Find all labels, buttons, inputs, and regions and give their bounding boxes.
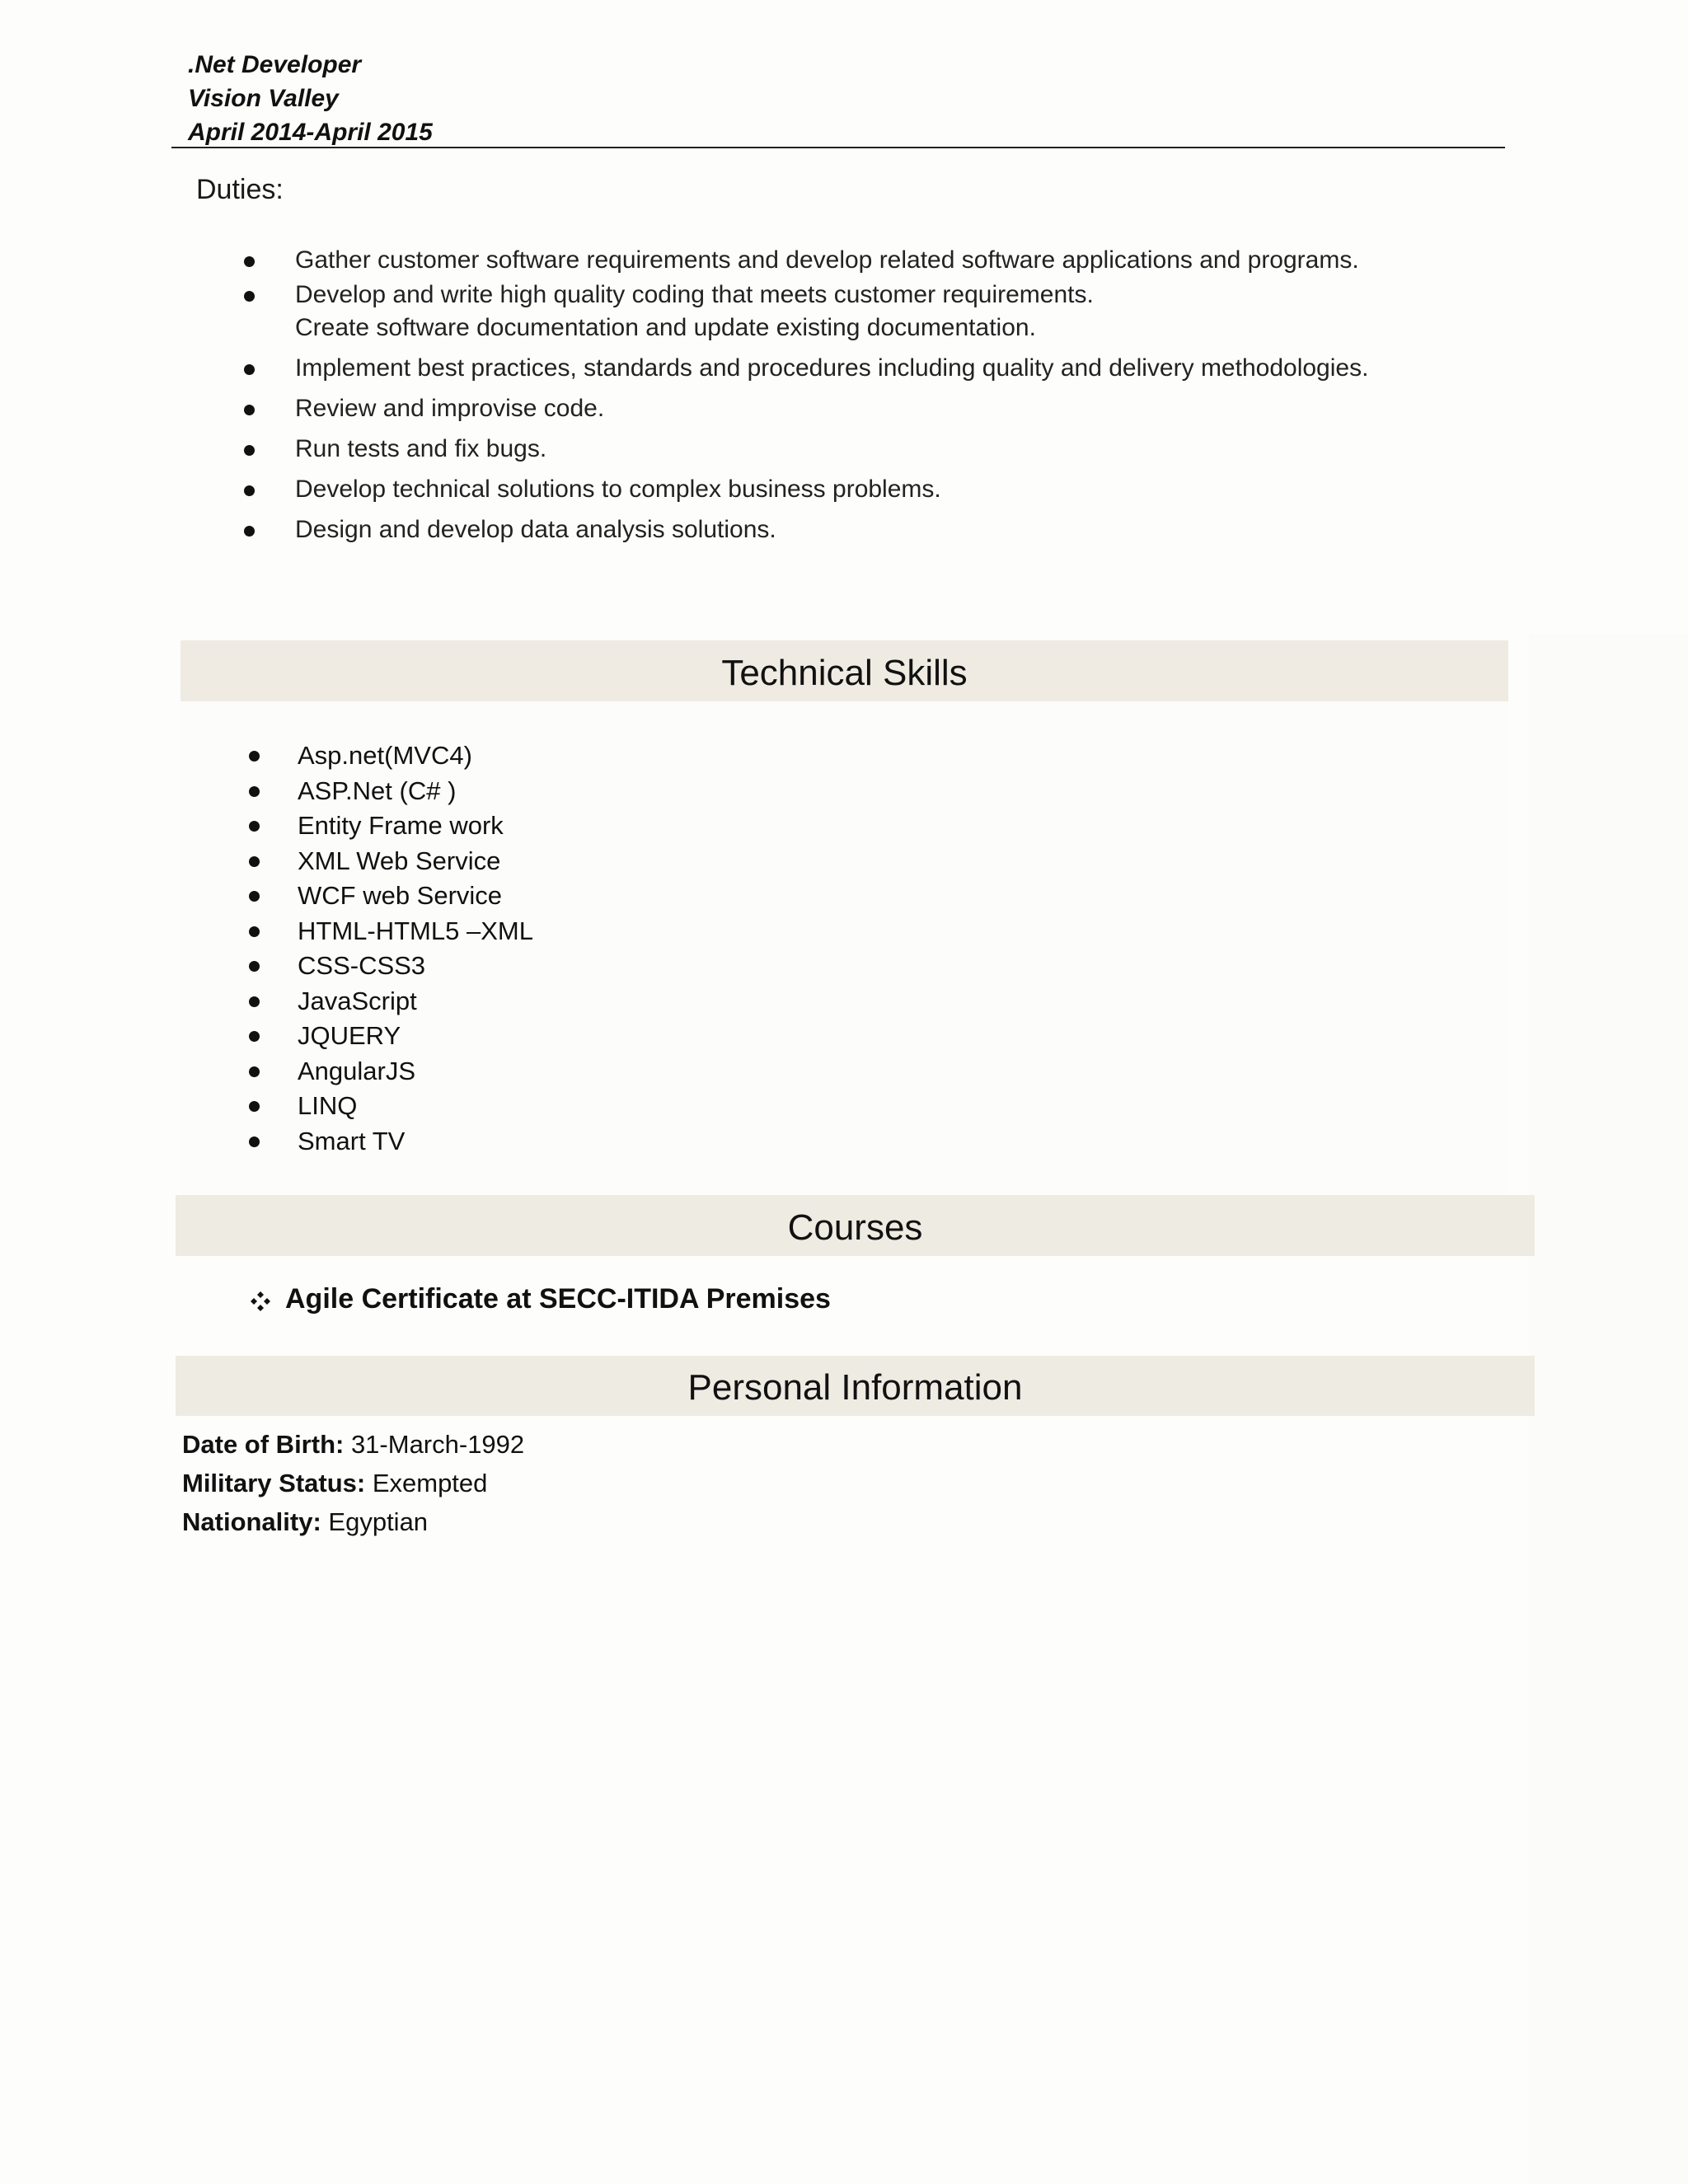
info-value: Egyptian [328, 1507, 429, 1536]
skill-text: Entity Frame work [298, 811, 504, 840]
duty-text: Run tests and fix bugs. [295, 435, 547, 462]
duty-text: Gather customer software requirements and develop related software applications and programs. [295, 246, 1359, 274]
info-value: Exempted [372, 1469, 488, 1497]
nationality-row [182, 1504, 428, 1540]
duty-text: Develop and write high quality coding that meets customer requirements. [295, 281, 1094, 308]
bullet-icon [249, 1031, 260, 1042]
info-label: Nationality: [182, 1507, 329, 1536]
bullet-icon [249, 996, 260, 1007]
bullet-icon [244, 445, 255, 456]
page-margin-shade [1529, 635, 1688, 2184]
skill-text: CSS-CSS3 [298, 951, 426, 980]
skill-text: JavaScript [298, 987, 417, 1015]
job-header [188, 48, 1507, 149]
bullet-icon [249, 891, 260, 902]
bullet-icon [249, 1101, 260, 1112]
bullet-icon [244, 256, 255, 267]
header-divider [171, 147, 1505, 148]
bullet-icon [249, 856, 260, 867]
info-label: Date of Birth: [182, 1430, 351, 1459]
courses-heading: Courses [176, 1195, 1535, 1256]
skill-text: Smart TV [298, 1127, 406, 1155]
duty-text: Design and develop data analysis solutions. [295, 516, 776, 543]
course-text: Agile Certificate at SECC-ITIDA Premises [285, 1283, 831, 1315]
skill-text: Asp.net(MVC4) [298, 741, 472, 770]
skill-text: ASP.Net (C# ) [298, 776, 457, 805]
duty-text: Create software documentation and update existing documentation. [295, 314, 1036, 341]
bullet-icon [249, 786, 260, 797]
skill-text: JQUERY [298, 1021, 401, 1050]
personal-information-heading: Personal Information [176, 1356, 1535, 1416]
bullet-icon [249, 821, 260, 832]
skill-text: WCF web Service [298, 881, 503, 910]
skill-text: XML Web Service [298, 846, 501, 875]
date-of-birth-row [182, 1427, 524, 1463]
duty-text: Review and improvise code. [295, 395, 605, 422]
bullet-icon [244, 364, 255, 375]
technical-skills-heading: Technical Skills [181, 640, 1508, 701]
military-status-row [182, 1465, 487, 1502]
info-label: Military Status: [182, 1469, 373, 1497]
job-company: Vision Valley [188, 85, 339, 112]
job-period: April 2014-April 2015 [188, 119, 433, 146]
bullet-icon [249, 961, 260, 972]
bullet-icon [244, 405, 255, 415]
bullet-icon [249, 926, 260, 937]
skill-text: AngularJS [298, 1057, 416, 1085]
bullet-icon [249, 1137, 260, 1147]
bullet-icon [244, 291, 255, 302]
info-value: 31-March-1992 [350, 1430, 525, 1459]
skill-text: LINQ [298, 1091, 358, 1120]
bullet-icon [249, 751, 260, 762]
skill-text: HTML-HTML5 –XML [298, 916, 533, 945]
bullet-icon [249, 1066, 260, 1077]
bullet-icon [244, 485, 255, 496]
bullet-icon [244, 526, 255, 537]
duties-label: Duties: [196, 174, 284, 205]
duty-text: Develop technical solutions to complex business problems. [295, 476, 941, 503]
job-title: .Net Developer [188, 51, 362, 78]
four-diamond-icon [250, 1291, 271, 1312]
duty-text: Implement best practices, standards and procedures including quality and delivery methodologies. [295, 354, 1369, 382]
